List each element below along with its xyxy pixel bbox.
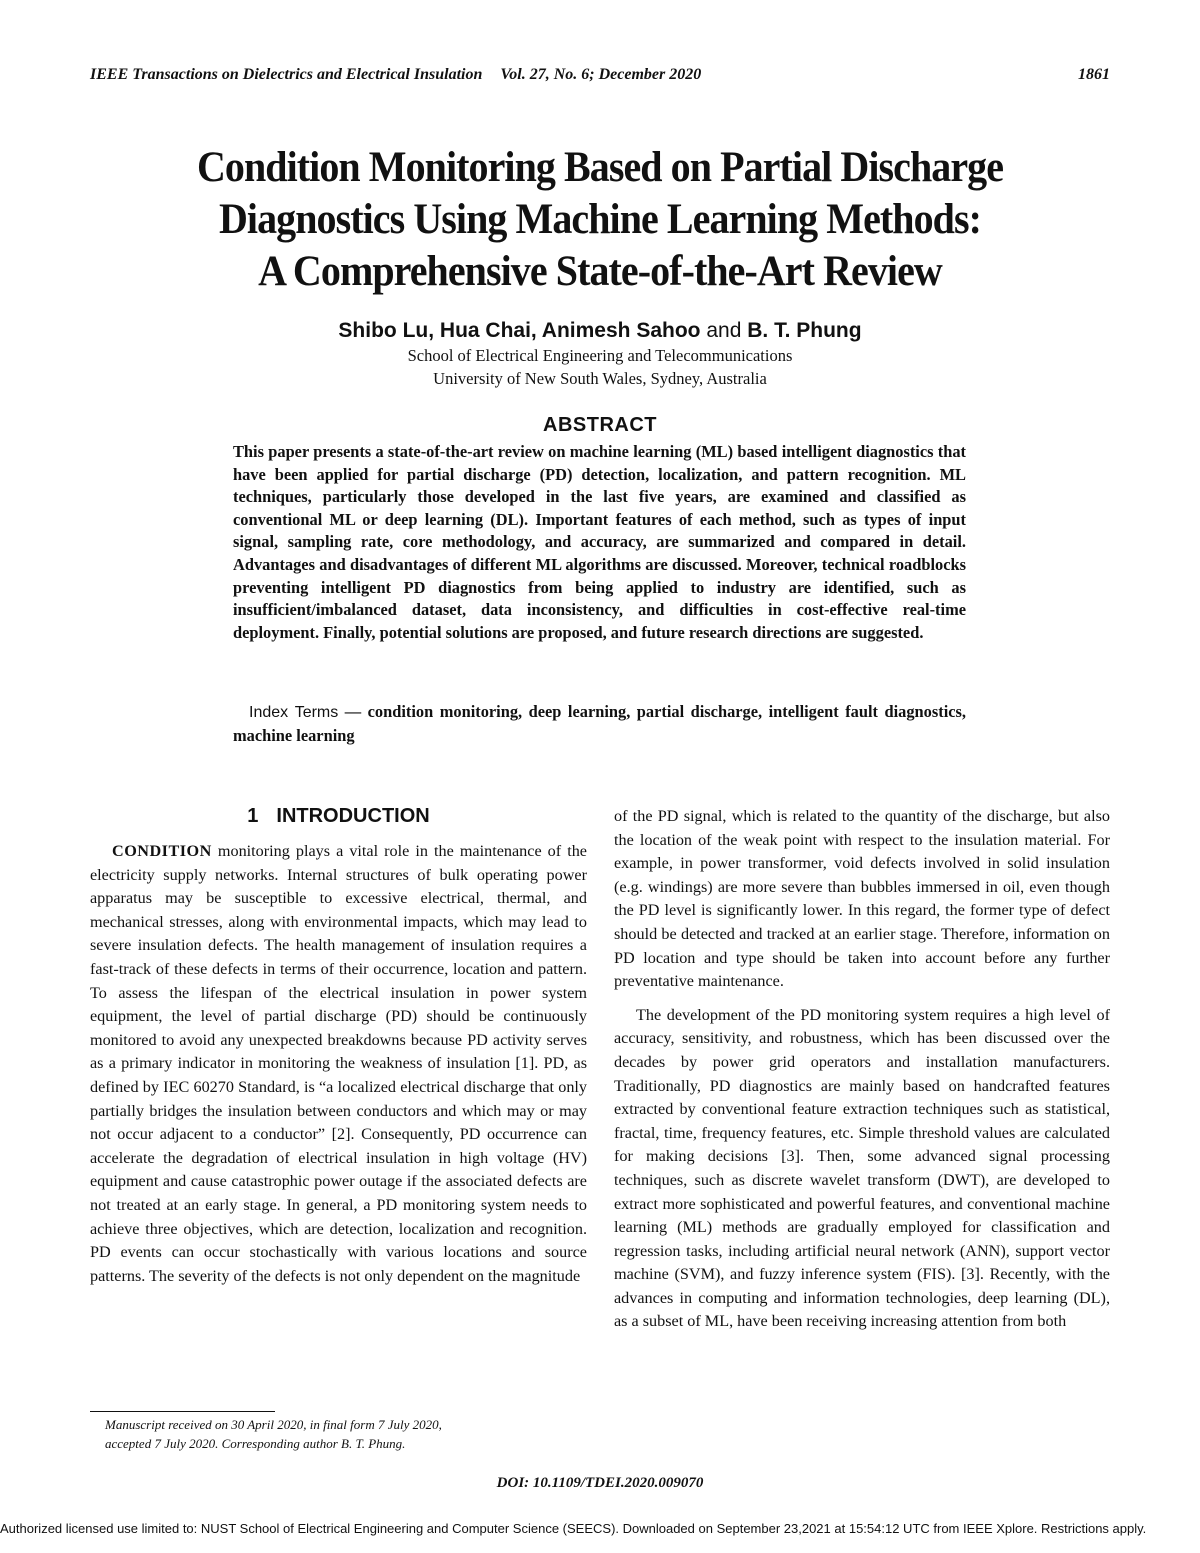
section-title: INTRODUCTION xyxy=(276,805,430,827)
intro-lead-word: CONDITION xyxy=(112,842,212,860)
title-line-3: A Comprehensive State-of-the-Art Review xyxy=(258,248,942,295)
right-column xyxy=(614,805,1110,1334)
index-terms-label: Index Terms xyxy=(249,704,339,721)
running-header xyxy=(90,66,1110,84)
intro-paragraph-2: The development of the PD monitoring system requires a high level of accuracy, sensitivity, and robustness, which has been discussed over the decades by power grid operators and installation manufacturers. Traditionally, PD diagnostics are mainly based on handcrafted features extracted by conventional feature extraction techniques such as statistical, fractal, time, frequency features, etc. Simple threshold values are calculated for making decisions [3]. Then, some advanced signal processing techniques, such as discrete wavelet transform (DWT), are developed to extract more sophisticated and powerful features, and conventional machine learning (ML) methods are gradually employed for classification and regression tasks, including artificial neural network (ANN), support vector machine (SVM), and fuzzy inference system (FIS). [3]. Recently, with the advances in computing and information technologies, deep learning (DL), as a subset of ML, have been receiving increasing attention from both xyxy=(614,1005,1110,1331)
index-terms-dash: — xyxy=(338,702,368,721)
author-conjunction: and xyxy=(706,319,742,342)
author-last: B. T. Phung xyxy=(747,319,862,342)
intro-paragraph-1-text: monitoring plays a vital role in the maintenance of the electricity supply networks. Internal structures of bulk operating power apparatus may be susceptible to excessive electrical, thermal, and mechanical stresses, along with environmental impacts, which may lead to severe insulation defects. The health management of insulation requires a fast-track of these defects in terms of their occurrence, location and pattern. To assess the lifespan of the electrical insulation in power system equipment, the level of partial discharge (PD) should be continuously monitored to avoid any unexpected breakdowns because PD activity serves as a primary indicator in monitoring the weakness of insulation [1]. PD, as defined by IEC 60270 Standard, is “a localized electrical discharge that only partially bridges the insulation between conductors and which may or may not occur adjacent to a conductor” [2]. Consequently, PD occurrence can accelerate the degradation of electrical insulation in high voltage (HV) equipment and cause catastrophic power outage if the associated defects are not treated at an early stage. In general, a PD monitoring system needs to achieve three objectives, which are detection, localization and recognition. PD events can occur stochastically with various locations and source patterns. The severity of the defects is not only dependent on the magnitude xyxy=(90,842,587,1285)
journal-name: IEEE Transactions on Dielectrics and Electrical Insulation xyxy=(90,66,483,83)
title-line-2: Diagnostics Using Machine Learning Methods: xyxy=(218,196,982,243)
abstract-body: This paper presents a state-of-the-art review on machine learning (ML) based intelligent diagnostics that have been applied for partial discharge (PD) detection, localization, and pattern recognition. ML techniques, particularly those developed in the last five years, are examined and classified as conventional ML or deep learning (DL). Important features of each method, such as types of input signal, sampling rate, core methodology, and accuracy, are summarized and compared in detail. Advantages and disadvantages of different ML algorithms are discussed. Moreover, technical roadblocks preventing intelligent PD diagnostics from being applied to industry are identified, such as insufficient/imbalanced dataset, data inconsistency, and difficulties in cost-effective real-time deployment. Finally, potential solutions are proposed, and future research directions are suggested. xyxy=(233,442,966,642)
author-list xyxy=(100,319,1100,343)
page-number: 1861 xyxy=(1078,66,1110,83)
affiliation-line-2: University of New South Wales, Sydney, Australia xyxy=(433,369,767,388)
intro-paragraph-1 xyxy=(90,840,587,1288)
title-line-1: Condition Monitoring Based on Partial Discharge xyxy=(196,144,1004,191)
doi: DOI: 10.1109/TDEI.2020.009070 xyxy=(496,1475,704,1491)
intro-paragraph-1-continued: of the PD signal, which is related to the quantity of the discharge, but also the location of the weak point with respect to the insulation material. For example, in power transformer, void defects involved in solid insulation (e.g. windings) are more severe than bubbles immersed in oil, even though the PD level is significantly lower. In this regard, the former type of defect should be detected and tracked at an earlier stage. Therefore, information on PD location and type should be taken into account before any further preventative maintenance. xyxy=(614,807,1110,991)
journal-volume: Vol. 27, No. 6; December 2020 xyxy=(500,66,702,83)
footnote xyxy=(105,1415,575,1453)
author-names: Shibo Lu, Hua Chai, Animesh Sahoo xyxy=(338,319,701,342)
section-heading-introduction xyxy=(90,805,587,828)
left-column xyxy=(90,840,587,1288)
footnote-rule xyxy=(90,1411,275,1412)
license-notice: Authorized licensed use limited to: NUST School of Electrical Engineering and Computer Science (SEECS). Downloaded on September 23,2021 at 15:54:12 UTC from IEEE Xplore. Restrictions apply. xyxy=(0,1521,1147,1536)
index-terms xyxy=(233,701,966,747)
abstract-heading: ABSTRACT xyxy=(543,414,657,436)
paper-title xyxy=(135,142,1065,298)
section-number: 1 xyxy=(247,805,259,827)
affiliation-line-1: School of Electrical Engineering and Telecommunications xyxy=(407,346,793,365)
index-terms-list: condition monitoring, deep learning, partial discharge, intelligent fault diagnostics, machine learning xyxy=(233,702,967,745)
footnote-line-1: Manuscript received on 30 April 2020, in final form 7 July 2020, xyxy=(105,1417,442,1432)
footnote-line-2: accepted 7 July 2020. Corresponding author B. T. Phung. xyxy=(105,1436,406,1451)
running-header-left xyxy=(90,66,701,84)
